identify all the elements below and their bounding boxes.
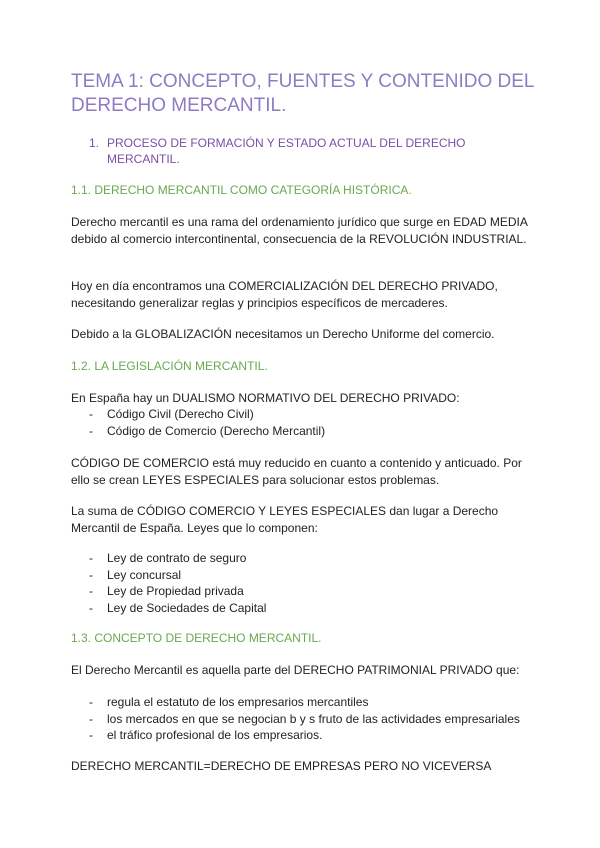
section-heading-1-1: 1.1. DERECHO MERCANTIL COMO CATEGORÍA HISTÓRICA.: [71, 183, 412, 197]
list-item: - Ley concursal: [89, 567, 182, 582]
list-marker: -: [89, 600, 93, 615]
paragraph: CÓDIGO DE COMERCIO está muy reducido en cuanto a contenido y anticuado. Por ello se crean LEYES ESPECIALES para solucionar estos problemas.: [71, 456, 522, 487]
list-item: - Código Civil (Derecho Civil): [89, 407, 254, 421]
paragraph: DERECHO MERCANTIL=DERECHO DE EMPRESAS PERO NO VICEVERSA: [71, 759, 492, 773]
paragraph: La suma de CÓDIGO COMERCIO Y LEYES ESPECIALES dan lugar a Derecho Mercantil de España. Leyes que lo componen:: [71, 504, 499, 535]
list-item: - regula el estatuto de los empresarios mercantiles: [89, 695, 369, 709]
list-marker: -: [89, 407, 93, 421]
list-item: - los mercados en que se negocian b y s fruto de las actividades empresariales: [89, 711, 520, 726]
paragraph: El Derecho Mercantil es aquella parte del DERECHO PATRIMONIAL PRIVADO que:: [71, 663, 520, 677]
list-item: - Ley de Sociedades de Capital: [89, 600, 267, 615]
list-item: - el tráfico profesional de los empresarios.: [89, 728, 323, 742]
list-item: - Ley de contrato de seguro: [89, 551, 247, 565]
numbered-heading: [89, 135, 509, 167]
list-marker: -: [89, 551, 93, 565]
list-marker: -: [89, 584, 93, 598]
paragraph: Hoy en día encontramos una COMERCIALIZACIÓN DEL DERECHO PRIVADO, necesitando generalizar reglas y principios específicos de mercaderes.: [71, 279, 498, 310]
list-item: - Código de Comercio (Derecho Mercantil): [89, 423, 326, 438]
list-marker: -: [89, 423, 93, 438]
list-item: - Ley de Propiedad privada: [89, 584, 244, 598]
numbered-heading-text: PROCESO DE FORMACIÓN Y ESTADO ACTUAL DEL DERECHO MERCANTIL.: [107, 136, 466, 166]
page-title: TEMA 1: CONCEPTO, FUENTES Y CONTENIDO DEL DERECHO MERCANTIL.: [71, 71, 534, 116]
section-heading-1-2: 1.2. LA LEGISLACIÓN MERCANTIL.: [71, 359, 268, 373]
list-marker: -: [89, 695, 93, 709]
paragraph: En España hay un DUALISMO NORMATIVO DEL DERECHO PRIVADO:: [71, 391, 460, 405]
bullet-list: [89, 406, 325, 439]
bullet-list: [89, 694, 520, 744]
paragraph: Derecho mercantil es una rama del ordenamiento jurídico que surge en EDAD MEDIA debido al comercio intercontinental, consecuencia de la REVOLUCIÓN INDUSTRIAL.: [71, 215, 528, 246]
bullet-list: [89, 550, 266, 616]
numbered-heading-number: 1.: [89, 136, 100, 150]
list-marker: -: [89, 728, 93, 742]
section-heading-1-3: 1.3. CONCEPTO DE DERECHO MERCANTIL.: [71, 631, 322, 645]
list-marker: -: [89, 567, 93, 582]
list-marker: -: [89, 711, 93, 726]
paragraph: Debido a la GLOBALIZACIÓN necesitamos un Derecho Uniforme del comercio.: [71, 327, 495, 341]
